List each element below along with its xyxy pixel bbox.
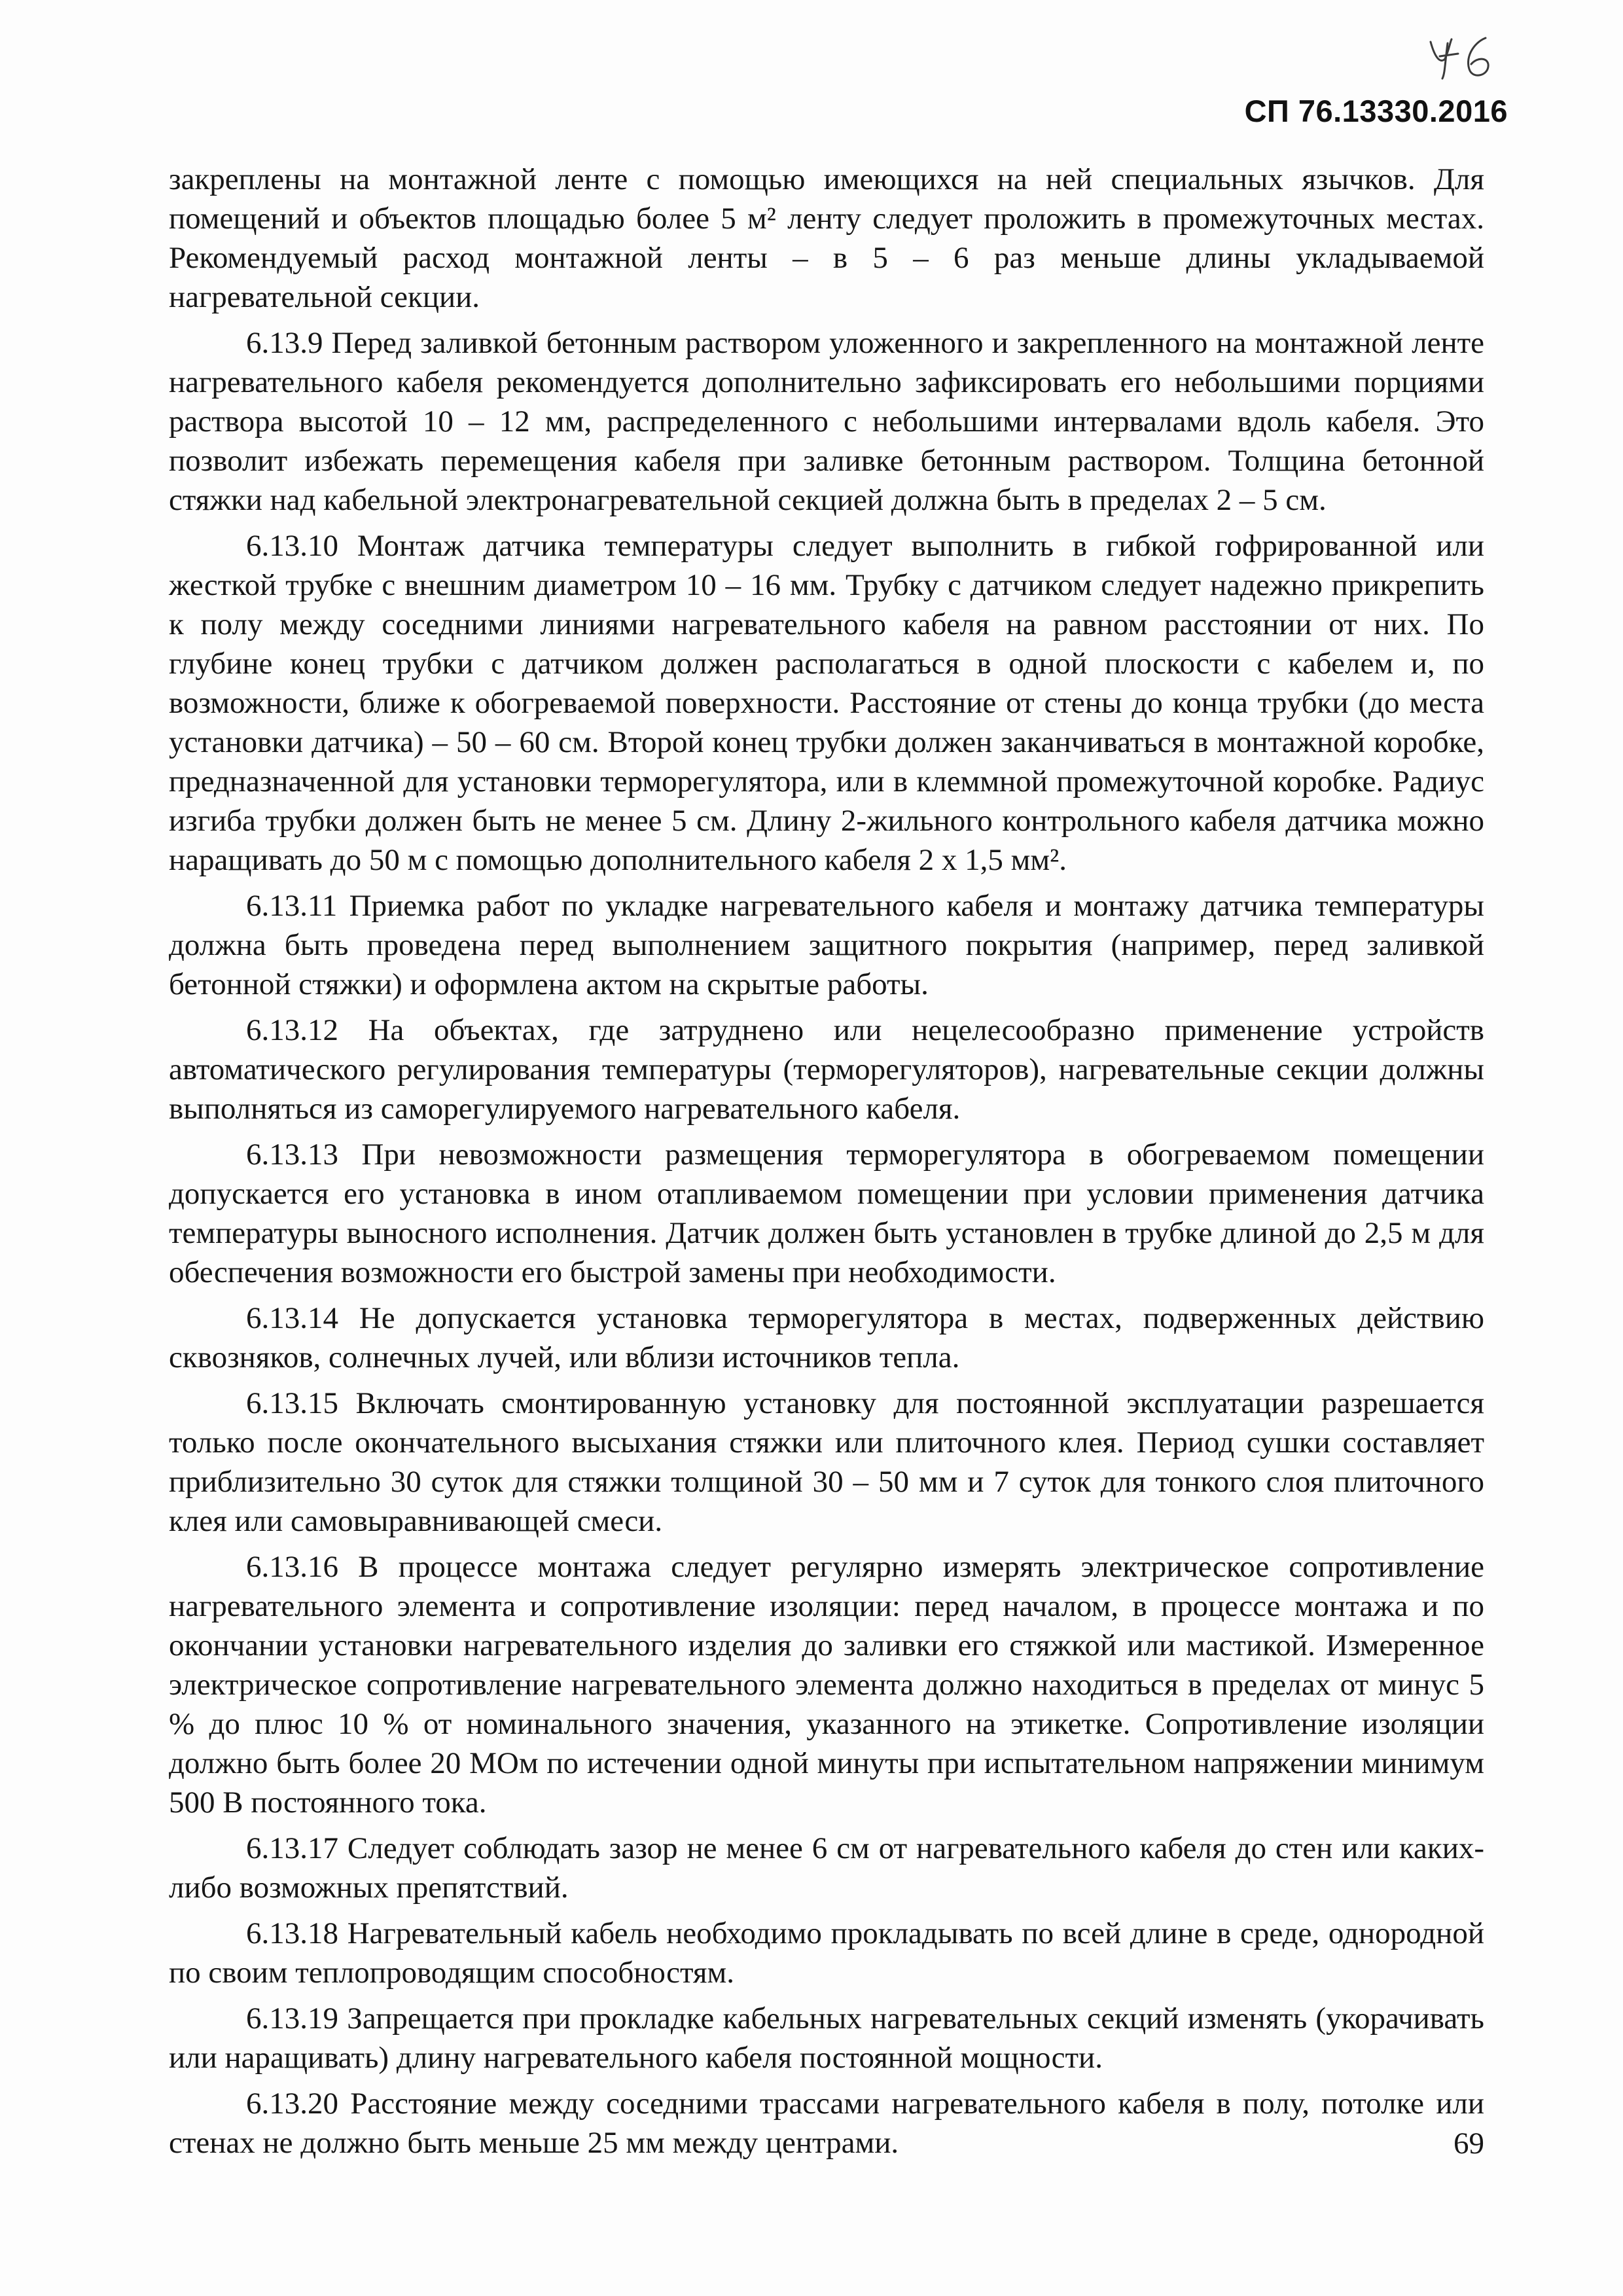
paragraph-6-13-11: 6.13.11 Приемка работ по укладке нагревательного кабеля и монтажу датчика температуры должна быть проведена перед выполнением защитного покрытия (например, перед заливкой бетонной стяжки) и оформлена актом на скрытые работы. (169, 889, 1484, 1001)
paragraph-6-13-13: 6.13.13 При невозможности размещения терморегулятора в обогреваемом помещении допускается его установка в ином отапливаемом помещении при условии применения датчика температуры выносного исполнения. Датчик должен быть установлен в трубке длиной до 2,5 м для обеспечения возможности его быстрой замены при необходимости. (169, 1138, 1484, 1289)
paragraph-6-13-18: 6.13.18 Нагревательный кабель необходимо прокладывать по всей длине в среде, однородной по своим теплопроводящим способностям. (169, 1916, 1484, 1990)
paragraph-6-13-17: 6.13.17 Следует соблюдать зазор не менее 6 см от нагревательного кабеля до стен или каких-либо возможных препятствий. (169, 1831, 1484, 1905)
paragraph-6-13-14: 6.13.14 Не допускается установка терморегулятора в местах, подверженных действию сквозняков, солнечных лучей, или вблизи источников тепла. (169, 1301, 1484, 1374)
paragraph-6-13-19: 6.13.19 Запрещается при прокладке кабельных нагревательных секций изменять (укорачивать или наращивать) длину нагревательного кабеля постоянной мощности. (169, 2001, 1484, 2075)
page-number: 69 (1454, 2126, 1484, 2161)
paragraph-continuation: закреплены на монтажной ленте с помощью имеющихся на ней специальных язычков. Для помещений и объектов площадью более 5 м² ленту следует проложить в промежуточных местах. Рекомендуемый расход монтажной ленты – в 5 – 6 раз меньше длины укладываемой нагревательной секции. (169, 162, 1484, 314)
paragraph-6-13-10: 6.13.10 Монтаж датчика температуры следует выполнить в гибкой гофрированной или жесткой трубке с внешним диаметром 10 – 16 мм. Трубку с датчиком следует надежно прикрепить к полу между соседними линиями нагревательного кабеля на равном расстоянии от них. По глубине конец трубки с датчиком должен располагаться в одной плоскости с кабелем и, по возможности, ближе к обогреваемой поверхности. Расстояние от стены до конца трубки (до места установки датчика) – 50 – 60 см. Второй конец трубки должен заканчиваться в монтажной коробке, предназначенной для установки терморегулятора, или в клеммной промежуточной коробке. Радиус изгиба трубки должен быть не менее 5 см. Длину 2-жильного контрольного кабеля датчика можно наращивать до 50 м с помощью дополнительного кабеля 2 х 1,5 мм². (169, 529, 1484, 877)
handwritten-mark-drawing (1425, 30, 1504, 82)
paragraph-6-13-15: 6.13.15 Включать смонтированную установку для постоянной эксплуатации разрешается только после окончательного высыхания стяжки или плиточного клея. Период сушки составляет приблизительно 30 суток для стяжки толщиной 30 – 50 мм и 7 суток для тонкого слоя плиточного клея или самовыравнивающей смеси. (169, 1386, 1484, 1538)
paragraph-6-13-16: 6.13.16 В процессе монтажа следует регулярно измерять электрическое сопротивление нагревательного элемента и сопротивление изоляции: перед началом, в процессе монтажа и по окончании установки нагревательного изделия до заливки его стяжкой или мастикой. Измеренное электрическое сопротивление нагревательного элемента должно находиться в пределах от минус 5 % до плюс 10 % от номинального значения, указанного на этикетке. Сопротивление изоляции должно быть более 20 МОм по истечении одной минуты при испытательном напряжении минимум 500 В постоянного тока. (169, 1550, 1484, 1820)
paragraph-6-13-12: 6.13.12 На объектах, где затруднено или нецелесообразно применение устройств автоматического регулирования температуры (терморегуляторов), нагревательные секции должны выполняться из саморегулируемого нагревательного кабеля. (169, 1013, 1484, 1126)
document-body (169, 160, 1484, 2169)
paragraph-6-13-9: 6.13.9 Перед заливкой бетонным раствором уложенного и закрепленного на монтажной ленте нагревательного кабеля рекомендуется дополнительно зафиксировать его небольшими порциями раствора высотой 10 – 12 мм, распределенного с небольшими интервалами вдоль кабеля. Это позволит избежать перемещения кабеля при заливке бетонным раствором. Толщина бетонной стяжки над кабельной электронагревательной секцией должна быть в пределах 2 – 5 см. (169, 326, 1484, 517)
document-code: СП 76.13330.2016 (1244, 94, 1508, 128)
paragraph-6-13-20: 6.13.20 Расстояние между соседними трассами нагревательного кабеля в полу, потолке или стенах не должно быть меньше 25 мм между центрами. (169, 2087, 1484, 2160)
handwritten-page-mark (1425, 30, 1504, 82)
